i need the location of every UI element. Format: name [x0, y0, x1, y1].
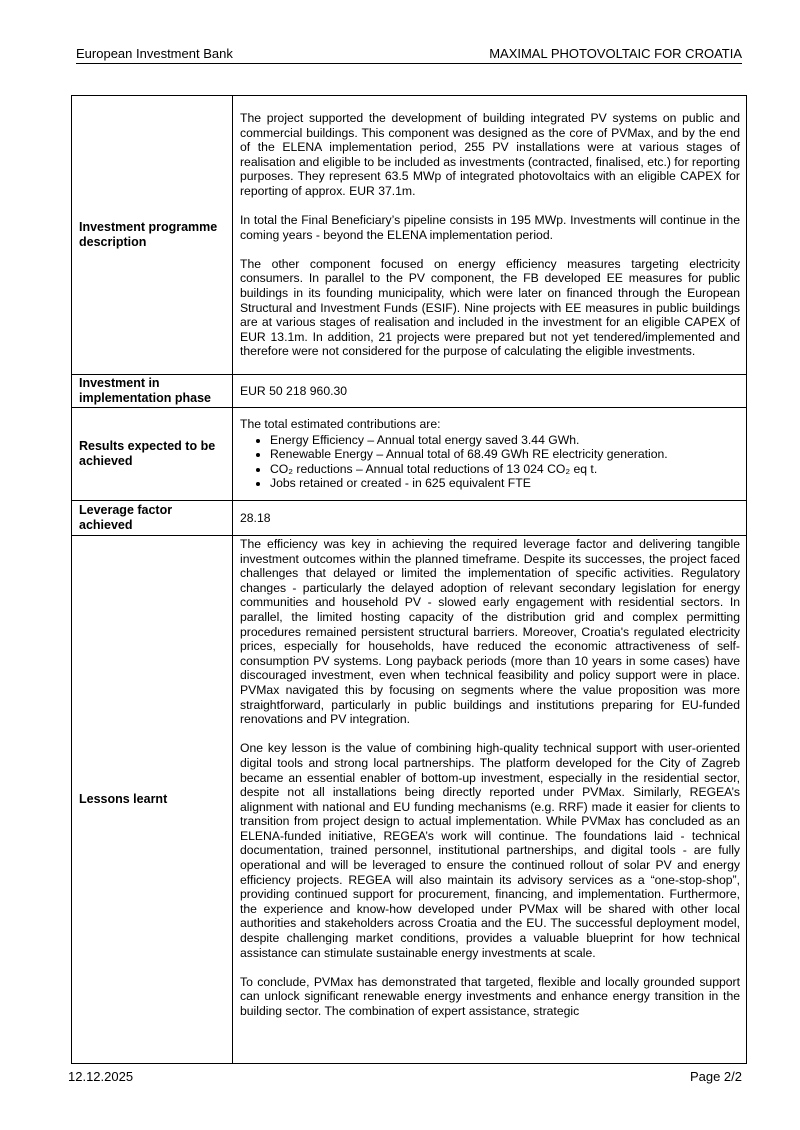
paragraph: One key lesson is the value of combining high-quality technical support with user-oriented digital tools and strong local partnerships. The platform developed for the City of Zagreb became an essential enabler of bottom-up investment, especially in the residential sector, despite not all installations being directly reported under PVMax. Similarly, REGEA’s alignment with national and EU funding mechanisms (e.g. RRF) made it easier for clients to transition from project design to actual implementation. While PVMax has concluded as an ELENA-funded initiative, REGEA’s work will continue. The foundations laid - technical documentation, trained personnel, institutional partnerships, and digital tools - are fully operational and will be leveraged to ensure the continued rollout of solar PV and energy efficiency projects. REGEA will also maintain its advisory services as a “one-stop-shop”, providing continued support for procurement, financing, and implementation. Furthermore, the experience and know-how developed under PVMax will be shared with other local authorities and stakeholders across Croatia and the EU. The successful deployment model, despite challenging market conditions, provides a valuable blueprint for how technical assistance can stimulate sustainable energy investments at scale. — [240, 741, 740, 960]
table-row-results — [72, 408, 747, 501]
table-row-lessons-learnt — [72, 536, 747, 1064]
results-content — [233, 408, 747, 501]
row-label: Investment programme description — [72, 96, 233, 375]
leverage-factor-value: 28.18 — [233, 501, 747, 536]
lessons-text — [240, 537, 740, 1058]
table-row-investment-implementation — [72, 375, 747, 408]
paragraph: The other component focused on energy efficiency measures targeting electricity consumers. In parallel to the PV component, the FB developed EE measures for public buildings in its founding municipality, which were later on financed through the European Structural and Investment Funds (ESIF). Nine projects with EE measures in public buildings are at various stages of realisation and included in the investment for an eligible CAPEX of EUR 13.1m. In addition, 21 projects were prepared but not yet tendered/implemented and therefore were not considered for the purpose of calculating the eligible investments. — [240, 256, 740, 359]
page-number: Page 2/2 — [689, 1069, 742, 1084]
list-item: • Renewable Energy – Annual total of 68.49 GWh RE electricity generation. — [270, 447, 740, 462]
paragraph: The efficiency was key in achieving the required leverage factor and delivering tangible investment outcomes within the planned timeframe. Despite its successes, the project faced challenges that delayed or limited the implementation of specific activities. Regulatory changes - particularly the delayed adoption of relevant secondary legislation for energy communities and household PV - slowed early engagement with residential sectors. In parallel, the limited hosting capacity of the distribution grid and complex permitting procedures remained persistent structural barriers. Moreover, Croatia's regulated electricity prices, especially for households, have reduced the economic attractiveness of self-consumption PV systems. Long payback periods (more than 10 years in some cases) have discouraged investment, even when technical feasibility and policy support were in place. PVMax navigated this by focusing on segments where the value proposition was more straightforward, particularly in public buildings and institutions preparing for EU-funded renovations and PV integration. — [240, 537, 740, 727]
list-item: • Energy Efficiency – Annual total energy saved 3.44 GWh. — [270, 433, 740, 448]
paragraph: To conclude, PVMax has demonstrated that targeted, flexible and locally grounded support can unlock significant renewable energy investments and enhance energy transition in the building sector. The combination of expert assistance, strategic — [240, 974, 740, 1018]
page-footer — [68, 1069, 742, 1085]
page-header — [76, 46, 742, 64]
row-label: Lessons learnt — [72, 536, 233, 1064]
lessons-learnt-content — [233, 536, 747, 1064]
paragraph: In total the Final Beneficiary’s pipeline consists in 195 MWp. Investments will continue in the coming years - beyond the ELENA implementation period. — [240, 213, 740, 242]
table-row-leverage-factor — [72, 501, 747, 536]
results-intro: The total estimated contributions are: — [240, 417, 441, 432]
footer-date: 12.12.2025 — [68, 1069, 134, 1084]
list-item: • CO₂ reductions – Annual total reductions of 13 024 CO₂ eq t. — [270, 462, 740, 477]
paragraph: The project supported the development of building integrated PV systems on public and commercial buildings. This component was designed as the core of PVMax, and by the end of the ELENA implementation period, 255 PV installations were at various stages of realisation and eligible to be included as investments (contracted, finalised, etc.) for reporting purposes. They represent 63.5 MWp of integrated photovoltaics with an eligible CAPEX for reporting of approx. EUR 37.1m. — [240, 110, 740, 198]
results-list — [240, 433, 740, 491]
list-item: • Jobs retained or created - in 625 equivalent FTE — [270, 476, 740, 491]
row-label: Results expected to be achieved — [72, 408, 233, 501]
header-project-title: MAXIMAL PHOTOVOLTAIC FOR CROATIA — [489, 46, 742, 61]
investment-programme-description — [233, 96, 747, 375]
investment-implementation-value: EUR 50 218 960.30 — [233, 375, 747, 408]
table-row-investment-programme — [72, 96, 747, 375]
header-organization: European Investment Bank — [76, 46, 233, 61]
row-label: Leverage factor achieved — [72, 501, 233, 536]
project-summary-table — [71, 95, 747, 1064]
row-label: Investment in implementation phase — [72, 375, 233, 408]
